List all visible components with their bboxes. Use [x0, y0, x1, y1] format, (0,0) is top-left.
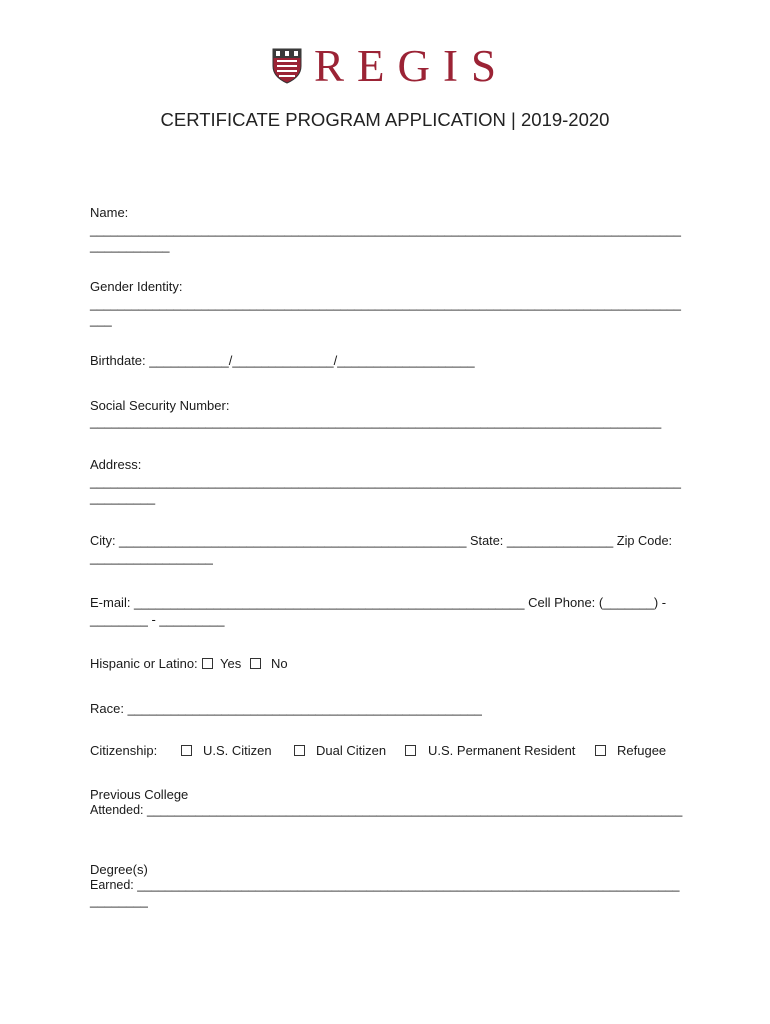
shield-crest-icon — [272, 48, 302, 84]
degree-label: Degree(s) — [90, 862, 148, 877]
email-phone-row[interactable]: E-mail: ______________________________________________________ Cell Phone: (_______) - — [90, 595, 667, 610]
hispanic-no-label: No — [271, 656, 288, 671]
hispanic-label: Hispanic or Latino: — [90, 656, 198, 671]
city-state-zip-row[interactable]: City: _________________________________________________ State: _______________ Zip Code: — [90, 533, 673, 548]
permanent-resident-label: U.S. Permanent Resident — [428, 743, 576, 758]
gender-input-line[interactable]: _____________________________________________________________________________________ — [90, 297, 681, 311]
address-input-line[interactable]: _____________________________________________________________________________________ — [90, 475, 681, 489]
gender-label: Gender Identity: — [90, 279, 183, 294]
degree-earned-row[interactable]: Earned: ______________________________________________________________________________ — [90, 878, 680, 892]
name-label: Name: — [90, 205, 129, 220]
us-citizen-label: U.S. Citizen — [203, 743, 272, 758]
citizenship-label: Citizenship: — [90, 743, 158, 758]
name-input-line-continued[interactable]: ___________ — [90, 238, 170, 253]
phone-input-line[interactable]: ________ - _________ — [90, 612, 225, 627]
regis-logo — [272, 41, 510, 91]
ssn-input-line[interactable]: _______________________________________________________________________________ — [90, 414, 662, 429]
college-label: Previous College — [90, 787, 189, 802]
refugee-checkbox[interactable] — [595, 745, 606, 756]
hispanic-yes-label: Yes — [220, 656, 242, 671]
page-title: CERTIFICATE PROGRAM APPLICATION | 2019-2020 — [160, 109, 610, 130]
name-input-line[interactable]: _____________________________________________________________________________________ — [90, 223, 681, 237]
hispanic-yes-checkbox[interactable] — [202, 658, 213, 669]
address-label: Address: — [90, 457, 142, 472]
zip-input-line[interactable]: _________________ — [90, 550, 213, 565]
race-row[interactable]: Race: _________________________________________________ — [90, 701, 482, 716]
degree-input-line-continued[interactable]: ________ — [90, 893, 148, 908]
us-citizen-checkbox[interactable] — [181, 745, 192, 756]
birthdate-field[interactable]: Birthdate: ___________/______________/___________________ — [90, 353, 475, 368]
hispanic-no-checkbox[interactable] — [250, 658, 261, 669]
logo-wordmark: REGIS — [314, 41, 510, 91]
address-input-line-continued[interactable]: _________ — [90, 490, 156, 505]
refugee-label: Refugee — [617, 743, 667, 758]
dual-citizen-label: Dual Citizen — [316, 743, 387, 758]
college-attended-row[interactable]: Attended: _____________________________________________________________________________ — [90, 803, 683, 817]
ssn-label: Social Security Number: — [90, 398, 230, 413]
dual-citizen-checkbox[interactable] — [294, 745, 305, 756]
gender-input-line-continued[interactable]: ___ — [90, 312, 112, 327]
permanent-resident-checkbox[interactable] — [405, 745, 416, 756]
